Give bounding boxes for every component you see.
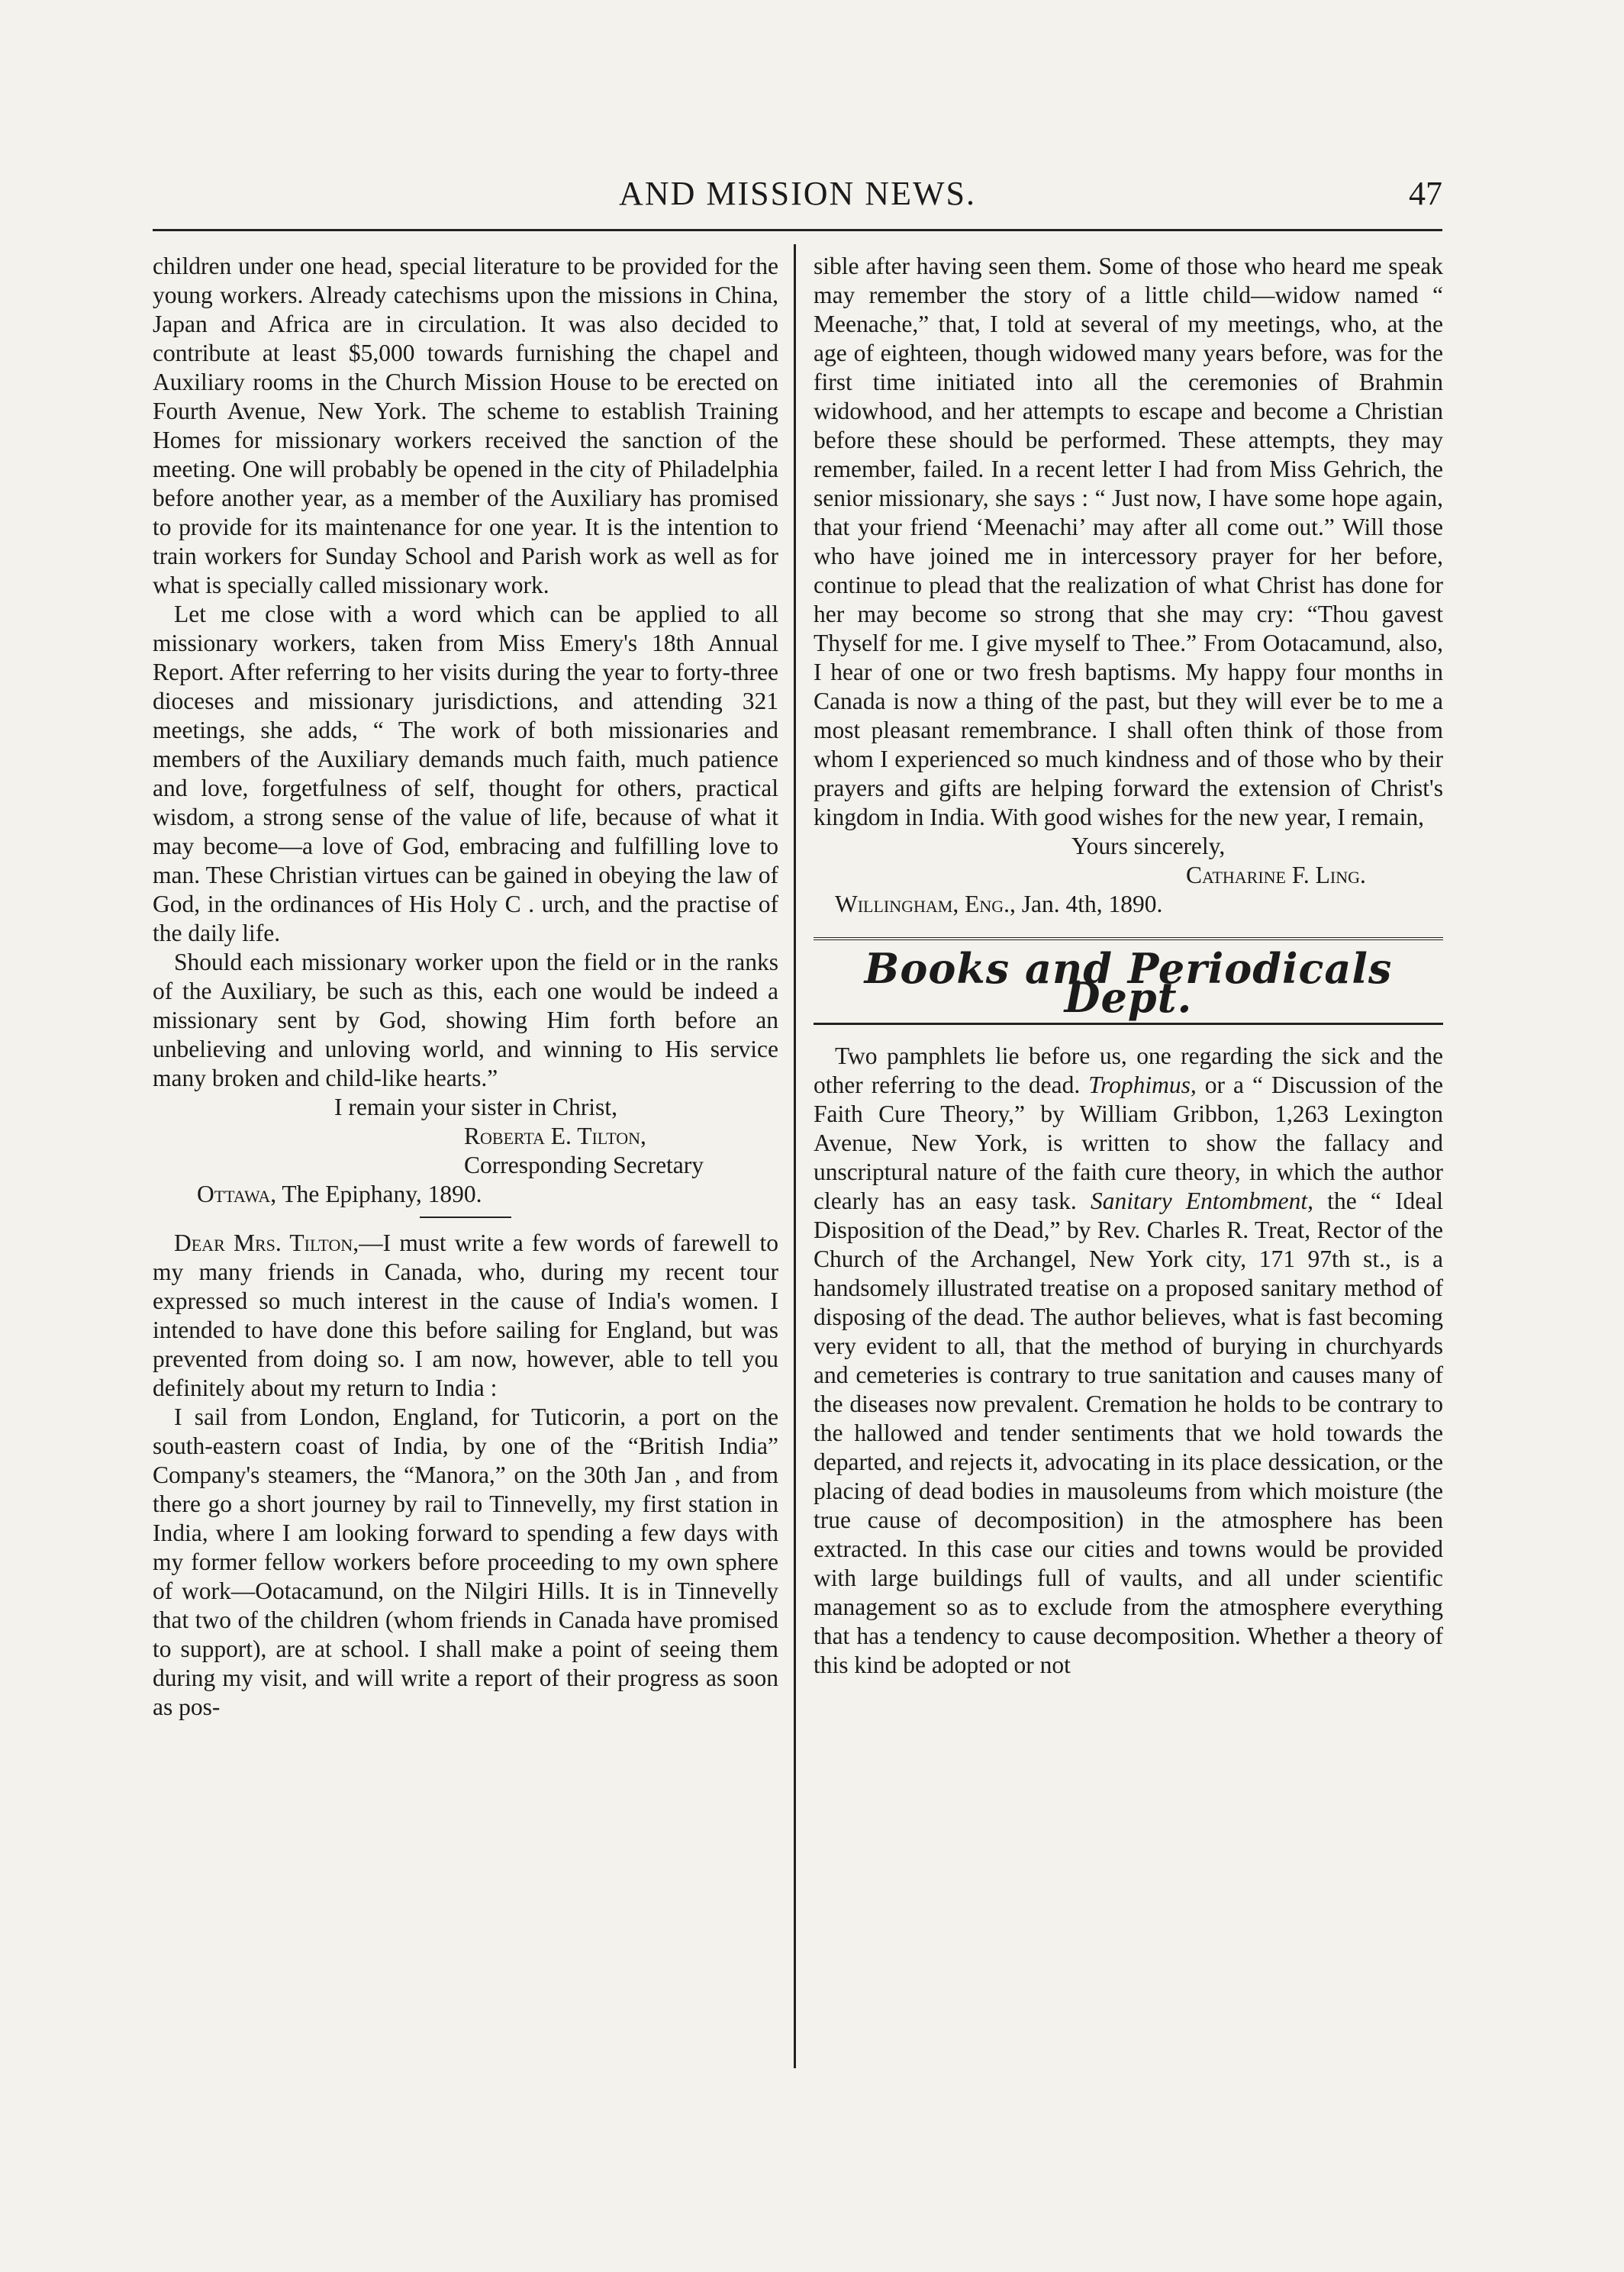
right-column bbox=[814, 252, 1443, 1680]
header-rule bbox=[153, 229, 1442, 231]
section-top-rule bbox=[814, 937, 1443, 940]
left-paragraph-2: Let me close with a word which can be applied to all missionary workers, taken from Miss Emery's 18th Annual Report. After referring to her visits during the year to forty-three dioceses and missionary jurisdictions, and attending 321 meetings, she adds, “ The work of both missionaries and members of the Auxiliary demands much faith, much patience and love, forgetfulness of self, thought for others, practical wisdom, a strong sense of the value of life, because of what it may become—a love of God, embracing and fulfilling love to man. These Christian virtues can be gained in obeying the law of God, in the ordinances of His Holy C . urch, and the practise of the daily life. bbox=[153, 601, 778, 946]
left-paragraph-4 bbox=[153, 1229, 778, 1403]
ling-place: Willingham, Eng., bbox=[835, 891, 1016, 917]
tilton-date-line bbox=[153, 1180, 778, 1209]
books-text-b: or a “ Discussion of the Faith Cure Theory,” by William Gribbon, 1,263 Lexington Avenue, New York, is written to show the fallacy and unscriptural nature of the faith cure theory, in which the author clearly has an easy task. bbox=[814, 1072, 1444, 1214]
left-paragraph-5: I sail from London, England, for Tuticorin, a port on the south-eastern coast of India, by one of the “British India” Company's steamers, the “Manora,” on the 30th Jan , and from there go a short journey by rail to Tinnevelly, my first station in India, where I am looking forward to spending a few days with my former fellow workers before proceeding to my own sphere of work—Ootacamund, on the Nilgiri Hills. It is in Tinnevelly that two of the children (whom friends in Canada have promised to support), are at school. I shall make a point of seeing them during my visit, and will write a report of their progress as soon as pos- bbox=[153, 1403, 778, 1720]
page-header bbox=[153, 168, 1442, 221]
letter-separator-rule bbox=[420, 1217, 511, 1218]
section-heading: Books and Periodicals Dept. bbox=[864, 944, 1393, 1022]
ling-date-line bbox=[814, 890, 1443, 919]
tilton-place: Ottawa, bbox=[197, 1181, 277, 1207]
books-text-c: the “ Ideal Disposition of the Dead,” by Rev. Charles R. Treat, Rector of the Church of the Archangel, New York city, 171 97th st., is a handsomely illustrated treatise on a proposed sanitary method of disposing of the dead. The author believes, what is fast becoming very evident to all, that the method of burying in churchyards and cemeteries is contrary to true sanitation and causes many of the diseases now prevalent. Cremation he holds to be contrary to the hallowed and tender sentiments that we hold towards the departed, and rejects it, advocating in its place dessication, or the placing of dead bodies in mausoleums from which moisture (the true cause of decomposition) in the atmosphere has been extracted. In this case our cities and towns would be provided with large buildings full of vaults, and all under scientific management so as to exclude from the atmosphere everything that has a tendency to cause decomposition. Whether a theory of this kind be adopted or not bbox=[814, 1188, 1444, 1678]
right-paragraph-1: sible after having seen them. Some of those who heard me speak may remember the story of a little child—widow named “ Meenache,” that, I told at several of my meetings, who, at the age of eighteen, though widowed many years before, was for the first time initiated into all the ceremonies of Brahmin widowhood, and her attempts to escape and become a Christian before these should be performed. These attempts, they may remember, failed. In a recent letter I had from Miss Gehrich, the senior missionary, she says : “ Just now, I have some hope again, that your friend ‘Meenachi’ may after all come out.” Will those who have joined me in intercessory prayer for her before, continue to plead that the realization of what Christ has done for her may become so strong that she may cry: “Thou gavest Thyself for me. I give myself to Thee.” From Ootacamund, also, I hear of one or two fresh baptisms. My happy four months in Canada is now a thing of the past, but they will ever be to me a most pleasant remembrance. I shall often think of those from whom I experienced so much kindness and of those who by their prayers and gifts are helping forward the extension of Christ's kingdom in India. With good wishes for the new year, I remain, bbox=[814, 253, 1443, 830]
ling-closing: Yours sincerely, bbox=[1071, 833, 1226, 859]
ling-date: Jan. 4th, 1890. bbox=[1015, 891, 1163, 917]
left-paragraph-3: Should each missionary worker upon the field or in the ranks of the Auxiliary, be such as this, each one would be indeed a missionary sent by God, showing Him forth before an unbelieving and unloving world, and winning to His service many broken and child-like hearts.” bbox=[153, 949, 778, 1091]
book-title-trophimus: Trophimus, bbox=[1088, 1072, 1197, 1098]
running-title: AND MISSION NEWS. bbox=[619, 175, 976, 212]
tilton-signature-title: Corresponding Secretary bbox=[464, 1152, 704, 1178]
tilton-date: The Epiphany, 1890. bbox=[276, 1181, 482, 1207]
left-paragraph-1: children under one head, special literature to be provided for the young workers. Already catechisms upon the missions in China, Japan and Africa are in circulation. It was also decided to contribute at least $5,000 towards furnishing the chapel and Auxiliary rooms in the Church Mission House to be erected on Fourth Avenue, New York. The scheme to establish Training Homes for missionary workers received the sanction of the meeting. One will probably be opened in the city of Philadelphia before another year, as a member of the Auxiliary has promised to provide for its maintenance for one year. It is the intention to train workers for Sunday School and Parish work as well as for what is specially called missionary work. bbox=[153, 253, 778, 598]
left-column bbox=[153, 252, 778, 1722]
books-paragraph bbox=[814, 1042, 1443, 1680]
letter-opening-text: —I must write a few words of farewell to my many friends in Canada, who, during my recent tour expressed so much interest in the cause of India's women. I intended to have done this before sailing for England, but was prevented from doing so. I am now, however, able to tell you definitely about my return to India : bbox=[153, 1229, 778, 1401]
ling-signature-name: Catharine F. Ling. bbox=[1186, 862, 1366, 888]
page-number: 47 bbox=[1409, 175, 1442, 212]
letter-salutation: Dear Mrs. Tilton, bbox=[174, 1229, 359, 1256]
book-title-sanitary-entombment: Sanitary Entombment, bbox=[1090, 1188, 1314, 1214]
tilton-signature-name: Roberta E. Tilton, bbox=[464, 1123, 646, 1149]
tilton-sign-off: I remain your sister in Christ, bbox=[334, 1094, 617, 1120]
books-text-a: Two pamphlets lie before us, one regarding the sick and the other referring to the dead. bbox=[814, 1043, 1443, 1098]
section-bottom-rule bbox=[814, 1023, 1443, 1025]
column-divider bbox=[794, 244, 796, 2068]
